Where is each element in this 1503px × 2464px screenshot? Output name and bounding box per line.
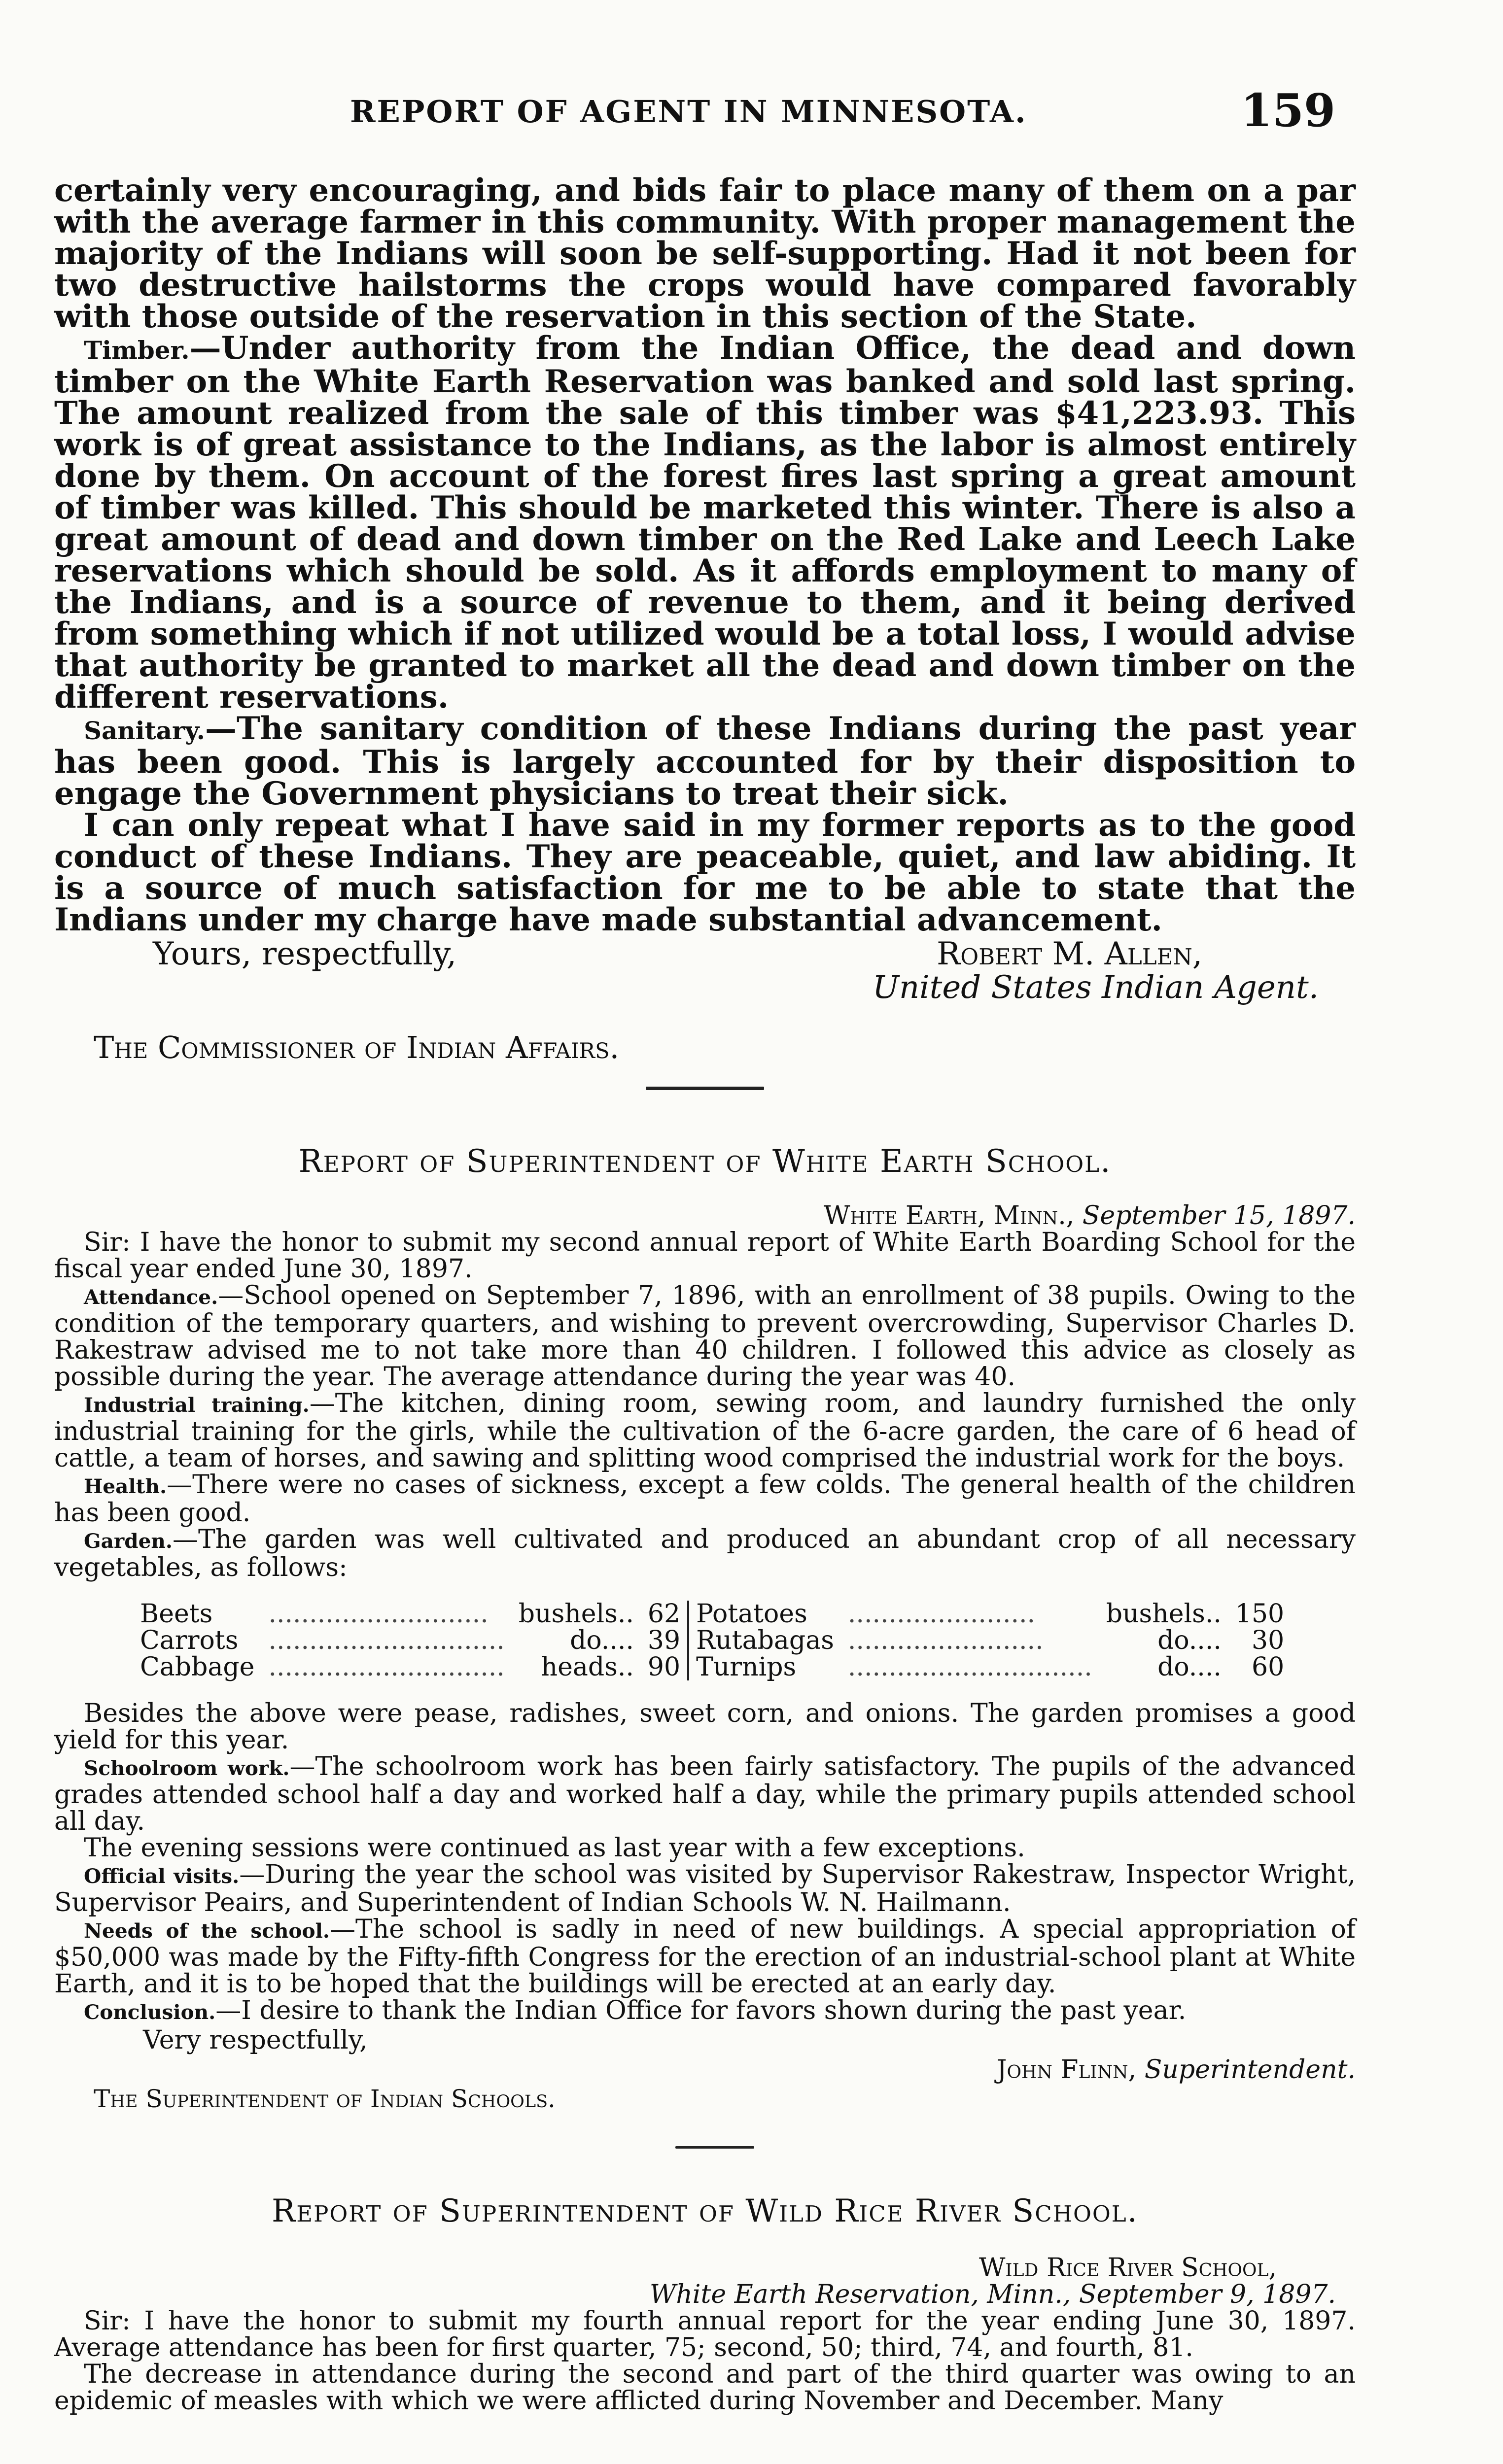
signature-block [54,936,1356,1029]
crop-quantity: 62 [641,1601,688,1627]
crop-quantity: 150 [1235,1599,1285,1629]
timber-paragraph [54,330,1356,716]
table-row [133,1601,1291,1627]
white-earth-dateline [54,1202,1356,1229]
conclusion-heading: Conclusion. [84,2000,216,2024]
industrial-heading: Industrial training. [84,1393,310,1417]
addressee: The Superintendent of Indian Schools. [94,2085,556,2113]
industrial-text: —The kitchen, dining room, sewing room, and laundry furnished the only industrial training for the girls, while the cultivation of the 6-acre garden, the care of 6 head of cattle, a team of horses, and sawing and splitting wood comprised the industrial work for the boys. [54,1389,1356,1473]
signer-title: United States Indian Agent. [873,969,1319,1006]
sanitary-text: —The sanitary condition of these Indians during the past year has been good. This is largely accounted for by their disposition to engage the Government physicians to treat their sick. [54,710,1356,812]
crop-unit: bushels.. [1106,1599,1222,1629]
signer [997,2055,1356,2085]
leader-dots: .............................. [847,1652,1092,1682]
salutation: Yours, respectfully, [153,936,457,972]
salutation: Very respectfully, [143,2025,368,2055]
leader-dots: ....................... [847,1599,1036,1629]
dateline-place: White Earth, Minn., [823,1201,1075,1231]
crop-unit: do.... [1157,1626,1222,1655]
wild-rice-section [54,2255,1356,2414]
crop-quantity: 90 [641,1654,688,1680]
signer-name: Robert M. Allen, [937,936,1203,972]
garden-heading: Garden. [84,1529,173,1553]
white-earth-title: Report of Superintendent of White Earth School. [298,1143,1112,1180]
table-row [133,1654,1291,1680]
wild-rice-intro: Sir: I have the honor to submit my fourth annual report for the year ending June 30, 1897. Average attendance has been for first quarter, 75; second, 50; third, 74, and fourth, 81. [54,2306,1356,2362]
table-row [133,1627,1291,1654]
white-earth-section [54,1202,1356,2113]
signer-name: John Flinn, [996,2055,1137,2085]
addressee: The Commissioner of Indian Affairs. [94,1029,620,1065]
garden-paragraph [54,1526,1356,1581]
leader-dots: ............................. [268,1652,505,1682]
wild-rice-dateline-date: White Earth Reservation, Minn., September 9, 1897. [649,2280,1336,2309]
schoolroom-heading: Schoolroom work. [84,1756,290,1780]
crop-name: Turnips [696,1652,797,1682]
garden-text: —The garden was well cultivated and produced an abundant crop of all necessary vegetables, as follows: [54,1525,1356,1582]
signer-title: Superintendent. [1144,2055,1356,2085]
wild-rice-dateline-place: Wild Rice River School, [979,2253,1277,2283]
official-text: —During the year the school was visited by Supervisor Rakestraw, Inspector Wright, Supervisor Peairs, and Superintendent of Indian Schools W. N. Hailmann. [54,1860,1356,1917]
timber-heading: Timber. [84,336,190,365]
health-heading: Health. [84,1474,167,1498]
agent-report-section [54,172,1356,1065]
opening-paragraph: certainly very encouraging, and bids fair to place many of them on a par with the average farmer in this community. With proper management the majority of the Indians will soon be self-supporting. Had it not been for two destructive hailstorms the crops would have compared favorably with those outside of the reservation in this section of the State. [54,172,1356,335]
crop-name: Carrots [140,1626,239,1655]
attendance-paragraph [54,1282,1356,1390]
crop-name: Beets [140,1599,213,1629]
crop-quantity: 39 [641,1627,688,1654]
leader-dots: ........................... [268,1599,489,1629]
health-paragraph [54,1472,1356,1526]
crop-quantity: 30 [1251,1626,1285,1655]
dateline-date: September 15, 1897. [1082,1201,1356,1231]
closing-paragraph: I can only repeat what I have said in my former reports as to the good conduct of these Indians. They are peaceable, quiet, and law abiding. It is a source of much satisfaction for me to be able to state that the Indians under my charge have made substantial advancement. [54,807,1356,938]
schoolroom-paragraph [54,1753,1356,1835]
crop-unit: do.... [570,1626,634,1655]
attendance-text: —School opened on September 7, 1896, with an enrollment of 38 pupils. Owing to the condition of the temporary quarters, and wishing to prevent overcrowding, Supervisor Charles D. Rakestraw advised me to not take more than 40 children. I followed this advice as closely as possible during the year. The average attendance during the year was 40. [54,1281,1356,1392]
besides-paragraph: Besides the above were pease, radishes, sweet corn, and onions. The garden promises a good yield for this year. [54,1699,1356,1755]
wild-rice-title: Report of Superintendent of Wild Rice River School. [272,2193,1138,2229]
section-divider [675,2146,754,2149]
official-paragraph [54,1861,1356,1916]
crop-table [133,1601,1291,1680]
wild-rice-decrease: The decrease in attendance during the second and part of the third quarter was owing to an epidemic of measles with which we were afflicted during November and December. Many [54,2360,1356,2416]
attendance-heading: Attendance. [84,1285,218,1309]
leader-dots: ........................ [847,1626,1044,1655]
leader-dots: ............................. [268,1626,505,1655]
health-text: —There were no cases of sickness, except a few colds. The general health of the children has been good. [54,1470,1356,1528]
conclusion-paragraph [54,1997,1356,2025]
running-title: REPORT OF AGENT IN MINNESOTA. [350,94,1027,130]
crop-unit: do.... [1157,1652,1222,1682]
schoolroom-text: —The schoolroom work has been fairly satisfactory. The pupils of the advanced grades attended school half a day and worked half a day, while the primary pupils attended school all day. [54,1752,1356,1836]
sanitary-heading: Sanitary. [84,716,205,745]
needs-paragraph [54,1916,1356,1997]
needs-heading: Needs of the school. [84,1919,330,1943]
crop-quantity: 60 [1251,1652,1285,1682]
timber-text: —Under authority from the Indian Office, the dead and down timber on the White Earth Reservation was banked and sold last spring. The amount realized from the sale of this timber was $41,223.93. This work is of great assistance to the Indians, as the labor is almost entirely done by them. On account of the forest fires last spring a great amount of timber was killed. This should be marketed this winter. There is also a great amount of dead and down timber on the Red Lake and Leech Lake reservations which should be sold. As it affords employment to many of the Indians, and is a source of revenue to them, and it being derived from something which if not utilized would be a total loss, I would advise that authority be granted to market all the dead and down timber on the different reservations. [54,330,1356,716]
conclusion-text: —I desire to thank the Indian Office for favors shown during the past year. [215,1996,1187,2025]
sanitary-paragraph [54,710,1356,812]
crop-unit: bushels.. [518,1599,634,1629]
page-number: 159 [1240,84,1335,137]
crop-name: Rutabagas [696,1626,834,1655]
intro-paragraph: Sir: I have the honor to submit my second annual report of White Earth Boarding School for the fiscal year ended June 30, 1897. [54,1228,1356,1284]
official-heading: Official visits. [84,1864,240,1888]
crop-name: Cabbage [140,1652,255,1682]
page-header [54,84,1350,143]
section-divider [646,1087,764,1090]
signature-block [54,2025,1356,2085]
crop-name: Potatoes [696,1599,807,1629]
crop-unit: heads.. [541,1652,634,1682]
industrial-paragraph [54,1390,1356,1472]
evening-paragraph: The evening sessions were continued as last year with a few exceptions. [84,1833,1025,1863]
needs-text: —The school is sadly in need of new buildings. A special appropriation of $50,000 was made by the Fifty-fifth Congress for the erection of an industrial-school plant at White Earth, and it is to be hoped that the buildings will be erected at an early day. [54,1915,1356,1999]
